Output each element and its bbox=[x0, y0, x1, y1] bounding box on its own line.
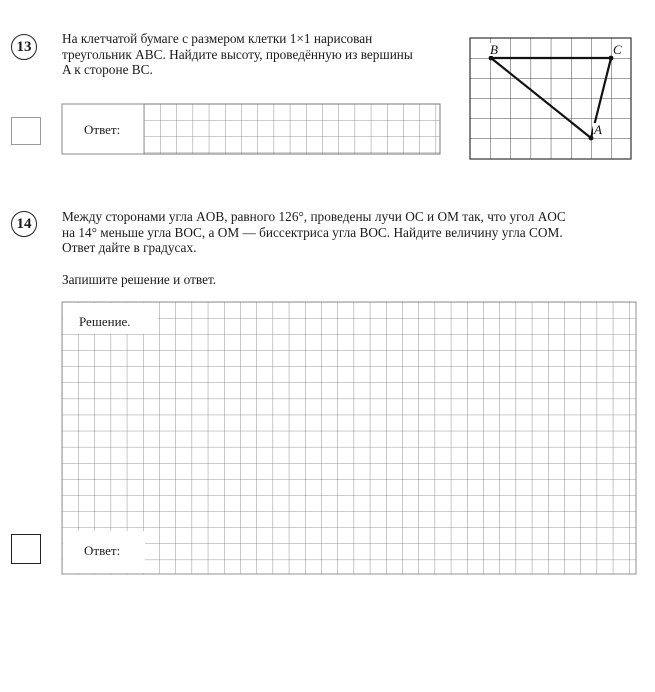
task-14-solution-grid[interactable] bbox=[62, 302, 636, 574]
task-14-solution-label: Решение. bbox=[79, 314, 131, 329]
task-14-line-1: Между сторонами угла AOB, равного 126°, проведены лучи OC и OM так, что угол AOC bbox=[62, 209, 566, 224]
task-14-number-text: 14 bbox=[16, 215, 32, 232]
task-13-line-2: треугольник ABC. Найдите высоту, проведённую из вершины bbox=[62, 46, 413, 62]
task-13-line-1: На клетчатой бумаге с размером клетки 1×1 нарисован bbox=[62, 31, 373, 46]
vertex-b-label: B bbox=[490, 42, 498, 57]
vertex-c-label: C bbox=[613, 42, 622, 57]
task-13-line-3: A к стороне BC. bbox=[62, 62, 153, 77]
vertex-a-point bbox=[589, 136, 594, 141]
task-13-answer-label: Ответ: bbox=[84, 122, 121, 137]
task-13-figure bbox=[470, 38, 631, 159]
task-14-line-2: на 14° меньше угла BOC, а OM — биссектриса угла BOC. Найдите величину угла COM. bbox=[62, 224, 563, 240]
task-14-line-3: Ответ дайте в градусах. bbox=[62, 240, 197, 255]
task-14-answer-label: Ответ: bbox=[84, 543, 121, 558]
vertex-a-label: A bbox=[594, 122, 602, 137]
task-13-number-text: 13 bbox=[16, 38, 32, 55]
task-14-instruction: Запишите решение и ответ. bbox=[62, 272, 217, 287]
